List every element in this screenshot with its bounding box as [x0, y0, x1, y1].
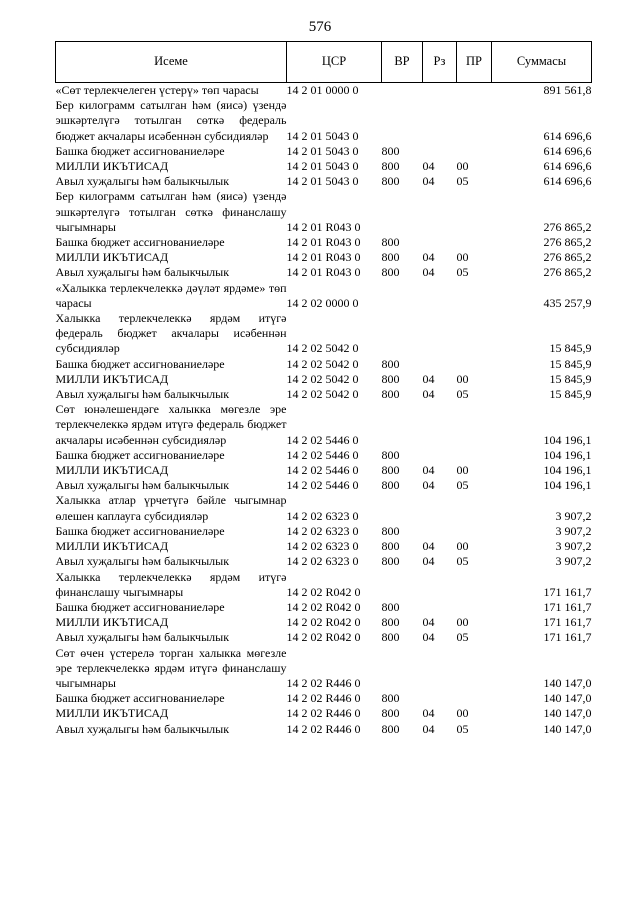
cell-rz: 04	[422, 721, 435, 736]
cell-csr: 14 2 01 R043 0	[286, 235, 361, 250]
table-row	[56, 189, 592, 235]
cell-vr: 800	[381, 143, 400, 158]
cell-vr: 800	[381, 250, 400, 265]
cell-rz	[423, 600, 457, 615]
cell-sum: 614 696,6	[543, 128, 592, 143]
cell-name: МИЛЛИ ИКЪТИСАД	[55, 539, 169, 554]
cell-vr	[382, 83, 423, 99]
cell-vr: 800	[381, 630, 400, 645]
header-pr: ПР	[457, 42, 492, 83]
cell-vr	[382, 646, 423, 692]
cell-pr: 00	[456, 250, 469, 265]
cell-vr: 800	[381, 615, 400, 630]
cell-vr	[382, 402, 423, 448]
cell-rz: 04	[422, 706, 435, 721]
cell-pr: 05	[456, 630, 469, 645]
table-row	[56, 235, 592, 250]
cell-pr: 05	[456, 478, 469, 493]
cell-csr: 14 2 02 5042 0	[286, 341, 359, 356]
cell-pr	[457, 235, 492, 250]
table-row	[56, 493, 592, 523]
cell-csr: 14 2 02 6323 0	[286, 523, 359, 538]
cell-pr	[457, 189, 492, 235]
cell-rz	[423, 144, 457, 159]
table-row	[56, 174, 592, 189]
cell-csr: 14 2 01 R043 0	[286, 219, 361, 234]
cell-pr	[457, 600, 492, 615]
cell-sum: 276 865,2	[543, 265, 592, 280]
table-header	[56, 42, 592, 83]
cell-vr	[382, 98, 423, 144]
table-row	[56, 554, 592, 569]
cell-csr: 14 2 02 5446 0	[286, 447, 359, 462]
cell-csr: 14 2 02 R446 0	[286, 691, 361, 706]
cell-rz	[423, 524, 457, 539]
cell-vr: 800	[381, 235, 400, 250]
cell-name: Авыл хуҗалыгы һәм балыкчылык	[55, 478, 230, 493]
cell-rz: 04	[422, 265, 435, 280]
cell-pr: 00	[456, 706, 469, 721]
cell-sum: 3 907,2	[555, 539, 592, 554]
table-row	[56, 402, 592, 448]
cell-name: Бер килограмм сатылган һәм (яисә) үзендә эшкәртелүгә тотылган сөткә федераль бюджет акчалары исәбеннән субсидияләр	[55, 98, 287, 143]
cell-rz	[423, 311, 457, 357]
table-row	[56, 98, 592, 144]
cell-pr	[457, 570, 492, 600]
cell-name: Авыл хуҗалыгы һәм балыкчылык	[55, 387, 230, 402]
cell-pr: 00	[456, 615, 469, 630]
cell-sum: 171 161,7	[543, 630, 592, 645]
cell-name: Башка бюджет ассигнованиеләре	[55, 356, 225, 371]
cell-vr	[382, 311, 423, 357]
cell-vr: 800	[381, 523, 400, 538]
cell-sum: 104 196,1	[543, 447, 592, 462]
table-row	[56, 722, 592, 737]
cell-name: «Халыкка терлекчелеккә дәүләт ярдәме» төп чарасы	[55, 280, 287, 310]
cell-rz	[423, 235, 457, 250]
cell-vr: 800	[381, 721, 400, 736]
cell-pr	[457, 524, 492, 539]
cell-name: Авыл хуҗалыгы һәм балыкчылык	[55, 265, 230, 280]
cell-sum: 276 865,2	[543, 235, 592, 250]
cell-sum: 140 147,0	[543, 691, 592, 706]
cell-name: Башка бюджет ассигнованиеләре	[55, 447, 225, 462]
table-row	[56, 372, 592, 387]
cell-sum: 614 696,6	[543, 143, 592, 158]
cell-vr: 800	[381, 174, 400, 189]
cell-csr: 14 2 02 R446 0	[286, 721, 361, 736]
cell-rz	[423, 189, 457, 235]
cell-name: Бер килограмм сатылган һәм (яисә) үзендә эшкәртелүгә тотылган сөткә финанслашу чыгымнары	[55, 189, 287, 234]
cell-name: МИЛЛИ ИКЪТИСАД	[55, 250, 169, 265]
cell-vr: 800	[381, 539, 400, 554]
cell-vr	[382, 570, 423, 600]
table-row	[56, 570, 592, 600]
cell-pr: 00	[456, 371, 469, 386]
table-row	[56, 646, 592, 692]
cell-sum: 3 907,2	[555, 523, 592, 538]
cell-name: Халыкка терлекчелеккә ярдәм итүгә федераль бюджет акчалары исәбеннән субсидияләр	[55, 311, 287, 356]
cell-sum: 171 161,7	[543, 584, 592, 599]
cell-csr: 14 2 02 5042 0	[286, 387, 359, 402]
cell-sum: 276 865,2	[543, 250, 592, 265]
cell-name: Башка бюджет ассигнованиеләре	[55, 599, 225, 614]
table-row	[56, 463, 592, 478]
cell-pr	[457, 281, 492, 311]
cell-name: Сөт юнәлешендәге халыкка мөгезле эре терлекчелеккә ярдәм итүгә федераль бюджет акчалары исәбеннән субсидияләр	[55, 402, 287, 447]
cell-sum: 104 196,1	[543, 463, 592, 478]
cell-name: Башка бюджет ассигнованиеләре	[55, 235, 225, 250]
cell-csr: 14 2 02 5446 0	[286, 478, 359, 493]
cell-name: Сөт өчен үстерелә торган халыкка мөгезле эре терлекчелеккә ярдәм итүгә финанслашу чыгымнары	[55, 645, 287, 690]
cell-sum: 171 161,7	[543, 599, 592, 614]
cell-rz	[423, 402, 457, 448]
cell-pr: 05	[456, 387, 469, 402]
cell-vr	[382, 493, 423, 523]
cell-rz	[423, 357, 457, 372]
cell-sum: 614 696,6	[543, 159, 592, 174]
cell-name: Халыкка терлекчелеккә ярдәм итүгә финанслашу чыгымнары	[55, 569, 287, 599]
cell-sum: 15 845,9	[549, 371, 592, 386]
cell-rz	[423, 493, 457, 523]
cell-pr	[457, 646, 492, 692]
cell-sum: 104 196,1	[543, 432, 592, 447]
cell-vr: 800	[381, 447, 400, 462]
cell-sum: 15 845,9	[549, 387, 592, 402]
cell-pr: 00	[456, 463, 469, 478]
table-row	[56, 357, 592, 372]
table-row	[56, 250, 592, 265]
cell-name: МИЛЛИ ИКЪТИСАД	[55, 615, 169, 630]
cell-rz: 04	[422, 615, 435, 630]
page-number: 576	[308, 19, 332, 35]
table-row	[56, 83, 592, 99]
cell-name: Башка бюджет ассигнованиеләре	[55, 143, 225, 158]
cell-pr	[457, 448, 492, 463]
cell-csr: 14 2 02 R042 0	[286, 630, 361, 645]
cell-vr: 800	[381, 463, 400, 478]
table-row	[56, 630, 592, 645]
cell-csr: 14 2 01 R043 0	[286, 265, 361, 280]
cell-name: Башка бюджет ассигнованиеләре	[55, 691, 225, 706]
cell-sum: 104 196,1	[543, 478, 592, 493]
table-row	[56, 265, 592, 280]
table-row	[56, 159, 592, 174]
cell-rz: 04	[422, 387, 435, 402]
cell-vr: 800	[381, 159, 400, 174]
table-row	[56, 311, 592, 357]
cell-pr: 05	[456, 554, 469, 569]
cell-sum: 15 845,9	[549, 356, 592, 371]
cell-csr: 14 2 02 5042 0	[286, 356, 359, 371]
cell-csr: 14 2 02 6323 0	[286, 539, 359, 554]
cell-pr	[457, 144, 492, 159]
cell-vr: 800	[381, 554, 400, 569]
cell-vr: 800	[381, 387, 400, 402]
cell-csr: 14 2 02 R446 0	[286, 706, 361, 721]
table-row	[56, 524, 592, 539]
cell-csr: 14 2 02 6323 0	[286, 508, 359, 523]
cell-pr	[457, 691, 492, 706]
cell-csr: 14 2 01 5043 0	[286, 128, 359, 143]
cell-csr: 14 2 02 R042 0	[286, 615, 361, 630]
cell-rz: 04	[422, 630, 435, 645]
table-row	[56, 600, 592, 615]
cell-sum: 140 147,0	[543, 706, 592, 721]
cell-rz	[423, 281, 457, 311]
header-rz: Рз	[423, 42, 457, 83]
cell-rz	[423, 570, 457, 600]
cell-sum: 614 696,6	[543, 174, 592, 189]
cell-rz: 04	[422, 159, 435, 174]
cell-sum: 15 845,9	[549, 341, 592, 356]
cell-vr: 800	[381, 356, 400, 371]
cell-rz	[423, 98, 457, 144]
cell-name: «Сөт терлекчелеген үстерү» төп чарасы	[55, 83, 259, 97]
table-row	[56, 144, 592, 159]
cell-rz	[423, 646, 457, 692]
cell-csr: 14 2 02 R042 0	[286, 584, 361, 599]
cell-csr: 14 2 02 5446 0	[286, 432, 359, 447]
table-row	[56, 281, 592, 311]
cell-pr	[457, 357, 492, 372]
cell-rz	[423, 448, 457, 463]
cell-rz	[423, 83, 457, 99]
cell-csr: 14 2 02 5042 0	[286, 371, 359, 386]
cell-pr	[457, 493, 492, 523]
header-csr: ЦСР	[287, 42, 382, 83]
cell-vr: 800	[381, 371, 400, 386]
cell-csr: 14 2 01 R043 0	[286, 250, 361, 265]
table-row	[56, 539, 592, 554]
cell-sum: 3 907,2	[555, 508, 592, 523]
cell-csr: 14 2 02 R446 0	[286, 675, 361, 690]
cell-vr: 800	[381, 265, 400, 280]
table-row	[56, 448, 592, 463]
cell-csr: 14 2 01 0000 0	[286, 83, 359, 97]
cell-sum: 891 561,8	[543, 83, 592, 97]
cell-sum: 171 161,7	[543, 615, 592, 630]
table-row	[56, 706, 592, 721]
table-row	[56, 478, 592, 493]
cell-vr: 800	[381, 706, 400, 721]
header-vr: ВР	[382, 42, 423, 83]
cell-name: МИЛЛИ ИКЪТИСАД	[55, 159, 169, 174]
cell-vr	[382, 281, 423, 311]
cell-name: МИЛЛИ ИКЪТИСАД	[55, 706, 169, 721]
header-name: Исеме	[56, 42, 287, 83]
cell-name: Авыл хуҗалыгы һәм балыкчылык	[55, 174, 230, 189]
cell-vr: 800	[381, 478, 400, 493]
cell-sum: 3 907,2	[555, 554, 592, 569]
cell-pr	[457, 402, 492, 448]
budget-table	[55, 41, 592, 737]
cell-pr: 00	[456, 539, 469, 554]
header-sum: Суммасы	[492, 42, 592, 83]
cell-name: Авыл хуҗалыгы һәм балыкчылык	[55, 554, 230, 569]
cell-pr	[457, 83, 492, 99]
cell-sum: 435 257,9	[543, 295, 592, 310]
cell-pr: 00	[456, 159, 469, 174]
cell-rz: 04	[422, 478, 435, 493]
cell-vr: 800	[381, 599, 400, 614]
cell-pr	[457, 98, 492, 144]
cell-name: МИЛЛИ ИКЪТИСАД	[55, 463, 169, 478]
cell-name: Башка бюджет ассигнованиеләре	[55, 523, 225, 538]
cell-rz: 04	[422, 463, 435, 478]
table-row	[56, 691, 592, 706]
cell-sum: 140 147,0	[543, 721, 592, 736]
cell-name: Авыл хуҗалыгы һәм балыкчылык	[55, 630, 230, 645]
cell-rz: 04	[422, 174, 435, 189]
cell-csr: 14 2 02 0000 0	[286, 295, 359, 310]
cell-rz: 04	[422, 250, 435, 265]
header-row	[56, 42, 592, 83]
cell-vr: 800	[381, 691, 400, 706]
cell-name: МИЛЛИ ИКЪТИСАД	[55, 371, 169, 386]
cell-sum: 276 865,2	[543, 219, 592, 234]
cell-csr: 14 2 02 R042 0	[286, 599, 361, 614]
cell-csr: 14 2 01 5043 0	[286, 159, 359, 174]
cell-name: Авыл хуҗалыгы һәм балыкчылык	[55, 721, 230, 736]
cell-csr: 14 2 01 5043 0	[286, 174, 359, 189]
cell-csr: 14 2 01 5043 0	[286, 143, 359, 158]
table-row	[56, 387, 592, 402]
cell-rz	[423, 691, 457, 706]
table-body	[56, 83, 592, 737]
cell-pr: 05	[456, 721, 469, 736]
cell-pr: 05	[456, 174, 469, 189]
cell-csr: 14 2 02 5446 0	[286, 463, 359, 478]
cell-sum: 140 147,0	[543, 675, 592, 690]
cell-pr: 05	[456, 265, 469, 280]
cell-rz: 04	[422, 554, 435, 569]
cell-csr: 14 2 02 6323 0	[286, 554, 359, 569]
cell-pr	[457, 311, 492, 357]
cell-rz: 04	[422, 539, 435, 554]
cell-name: Халыкка атлар үрчетүгә бәйле чыгымнар өлешен каплауга субсидияләр	[55, 493, 287, 523]
cell-vr	[382, 189, 423, 235]
table-row	[56, 615, 592, 630]
cell-rz: 04	[422, 371, 435, 386]
